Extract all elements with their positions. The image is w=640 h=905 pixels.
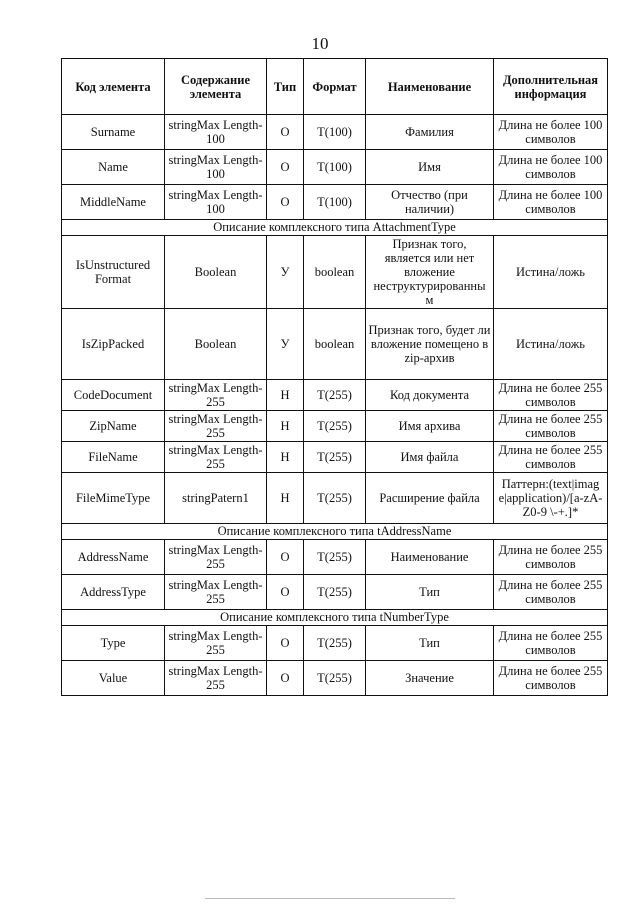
- cell-format: T(255): [304, 473, 366, 524]
- cell-format: boolean: [304, 309, 366, 380]
- cell-format: T(255): [304, 380, 366, 411]
- cell-format: T(255): [304, 575, 366, 610]
- table-row: [62, 411, 608, 442]
- cell-name: Отчество (при наличии): [366, 185, 494, 220]
- cell-type: Н: [267, 473, 304, 524]
- table-header: [62, 59, 608, 115]
- table-body: [62, 115, 608, 696]
- cell-type: У: [267, 236, 304, 309]
- table-row: [62, 185, 608, 220]
- table-row: [62, 236, 608, 309]
- cell-name: Признак того, является или нет вложение неструктурированны м: [366, 236, 494, 309]
- cell-code: IsZipPacked: [62, 309, 165, 380]
- header-type: Тип: [267, 59, 304, 115]
- table-row: [62, 442, 608, 473]
- cell-format: T(100): [304, 115, 366, 150]
- cell-code: MiddleName: [62, 185, 165, 220]
- cell-name: Имя: [366, 150, 494, 185]
- cell-type: О: [267, 626, 304, 661]
- cell-code: Value: [62, 661, 165, 696]
- cell-content: stringMax Length-255: [165, 540, 267, 575]
- cell-name: Тип: [366, 626, 494, 661]
- cell-format: T(100): [304, 150, 366, 185]
- cell-type: Н: [267, 411, 304, 442]
- cell-type: Н: [267, 380, 304, 411]
- cell-format: boolean: [304, 236, 366, 309]
- header-content: Содержание элемента: [165, 59, 267, 115]
- cell-content: stringMax Length-100: [165, 185, 267, 220]
- table-row: [62, 661, 608, 696]
- cell-info: Длина не более 100 символов: [494, 115, 608, 150]
- header-row: [62, 59, 608, 115]
- cell-code: ZipName: [62, 411, 165, 442]
- element-spec-table: [61, 58, 608, 696]
- cell-code: Surname: [62, 115, 165, 150]
- cell-info: Истина/ложь: [494, 309, 608, 380]
- section-title: Описание комплексного типа tAddressName: [62, 524, 608, 540]
- cell-content: stringMax Length-255: [165, 626, 267, 661]
- cell-info: Паттерн:(text|imag e|application)/[a-zA-Z0-9 \-+.]*: [494, 473, 608, 524]
- cell-type: У: [267, 309, 304, 380]
- cell-name: Код документа: [366, 380, 494, 411]
- table-row: [62, 309, 608, 380]
- cell-content: stringMax Length-100: [165, 150, 267, 185]
- cell-type: О: [267, 115, 304, 150]
- table-row: [62, 540, 608, 575]
- cell-format: T(255): [304, 442, 366, 473]
- cell-content: stringMax Length-100: [165, 115, 267, 150]
- cell-code: AddressType: [62, 575, 165, 610]
- cell-type: О: [267, 575, 304, 610]
- cell-info: Длина не более 100 символов: [494, 185, 608, 220]
- cell-content: Boolean: [165, 236, 267, 309]
- cell-type: О: [267, 540, 304, 575]
- cell-name: Расширение файла: [366, 473, 494, 524]
- cell-name: Признак того, будет ли вложение помещено в zip-архив: [366, 309, 494, 380]
- cell-code: FileMimeType: [62, 473, 165, 524]
- cell-code: CodeDocument: [62, 380, 165, 411]
- header-code: Код элемента: [62, 59, 165, 115]
- page-number: 10: [311, 34, 329, 53]
- cell-name: Имя архива: [366, 411, 494, 442]
- cell-content: stringMax Length-255: [165, 442, 267, 473]
- cell-format: T(255): [304, 661, 366, 696]
- cell-format: T(255): [304, 540, 366, 575]
- cell-format: T(255): [304, 411, 366, 442]
- table-row: [62, 150, 608, 185]
- cell-format: T(100): [304, 185, 366, 220]
- table-row: [62, 473, 608, 524]
- header-format: Формат: [304, 59, 366, 115]
- table-row: [62, 380, 608, 411]
- cell-content: stringMax Length-255: [165, 575, 267, 610]
- cell-info: Длина не более 100 символов: [494, 150, 608, 185]
- section-row: [62, 610, 608, 626]
- cell-name: Значение: [366, 661, 494, 696]
- cell-type: О: [267, 185, 304, 220]
- cell-code: Name: [62, 150, 165, 185]
- cell-info: Длина не более 255 символов: [494, 575, 608, 610]
- cell-info: Длина не более 255 символов: [494, 540, 608, 575]
- header-name: Наименование: [366, 59, 494, 115]
- scan-edge-mark: [205, 898, 455, 899]
- section-title: Описание комплексного типа AttachmentType: [62, 220, 608, 236]
- cell-type: О: [267, 150, 304, 185]
- cell-content: Boolean: [165, 309, 267, 380]
- table-row: [62, 626, 608, 661]
- cell-content: stringMax Length-255: [165, 661, 267, 696]
- cell-format: T(255): [304, 626, 366, 661]
- cell-code: FileName: [62, 442, 165, 473]
- cell-content: stringPatern1: [165, 473, 267, 524]
- cell-type: Н: [267, 442, 304, 473]
- cell-name: Имя файла: [366, 442, 494, 473]
- cell-info: Длина не более 255 символов: [494, 442, 608, 473]
- section-row: [62, 524, 608, 540]
- cell-code: Type: [62, 626, 165, 661]
- cell-info: Длина не более 255 символов: [494, 411, 608, 442]
- cell-info: Длина не более 255 символов: [494, 661, 608, 696]
- table-row: [62, 575, 608, 610]
- table-row: [62, 115, 608, 150]
- cell-info: Истина/ложь: [494, 236, 608, 309]
- section-row: [62, 220, 608, 236]
- cell-content: stringMax Length-255: [165, 411, 267, 442]
- cell-info: Длина не более 255 символов: [494, 626, 608, 661]
- cell-name: Фамилия: [366, 115, 494, 150]
- cell-content: stringMax Length-255: [165, 380, 267, 411]
- cell-name: Наименование: [366, 540, 494, 575]
- section-title: Описание комплексного типа tNumberType: [62, 610, 608, 626]
- cell-code: AddressName: [62, 540, 165, 575]
- cell-name: Тип: [366, 575, 494, 610]
- cell-type: О: [267, 661, 304, 696]
- header-info: Дополнительная информация: [494, 59, 608, 115]
- cell-info: Длина не более 255 символов: [494, 380, 608, 411]
- cell-code: IsUnstructured Format: [62, 236, 165, 309]
